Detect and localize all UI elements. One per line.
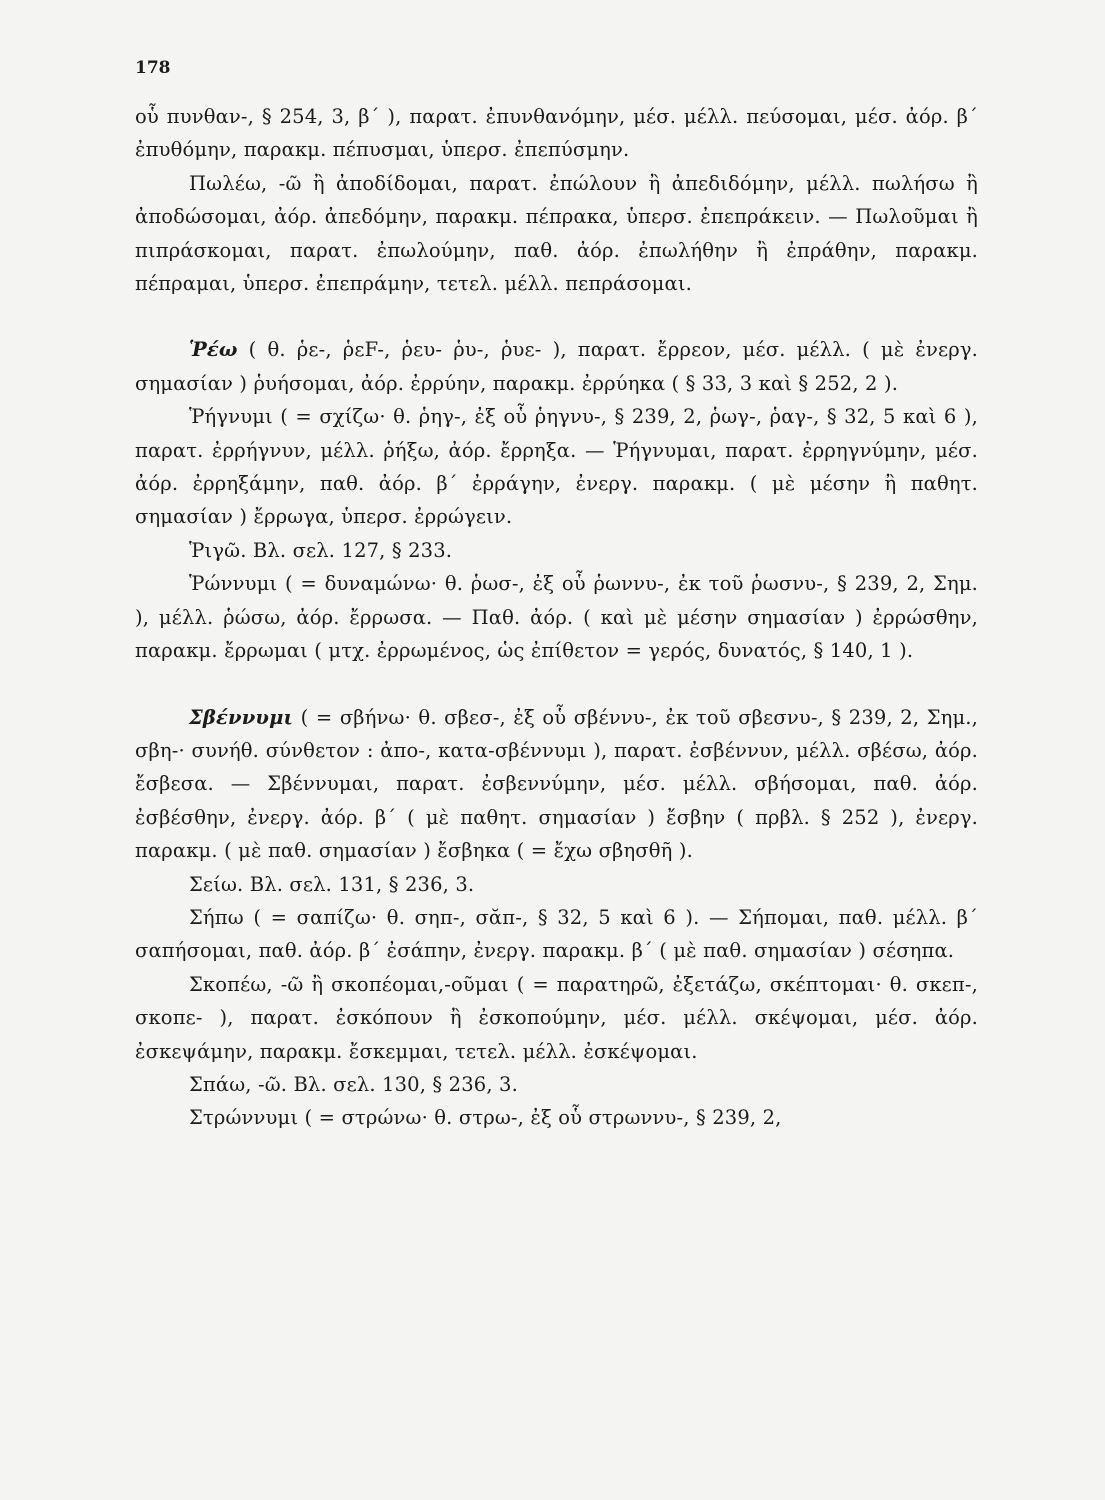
- entry-stronnymi: [135, 1101, 978, 1134]
- page-content: [135, 100, 978, 1135]
- entry-text: Σκοπέω, -ῶ ἢ σκοπέομαι,-οῦμαι ( = παρατηρῶ, ἐξετάζω, σκέπτομαι· θ. σκεπ-, σκοπε- ), παρατ. ἐσκόπουν ἢ ἐσκοπούμην, μέσ. μέλλ. σκέψομαι, μέσ. ἀόρ. ἐσκεψάμην, παρακμ. ἔσκεμμαι, τετελ. μέλλ. ἐσκέψομαι.: [135, 972, 978, 1063]
- entry-text: ( = σβήνω· θ. σβεσ-, ἐξ οὗ σβέννυ-, ἐκ τοῦ σβεσνυ-, § 239, 2, Σημ., σβη-· συνήθ. σύνθετον : ἀπο-, κατα-σβέννυμι ), παρατ. ἐσβέννυν, μέλλ. σβέσω, ἀόρ. ἔσβεσα. — Σβέννυμαι, παρατ. ἐσβεννύμην, μέσ. μέλλ. σβήσομαι, παθ. ἀόρ. ἐσβέσθην, ἐνεργ. ἀόρ. β΄ ( μὲ παθητ. σημασίαν ) ἔσβην ( πρβλ. § 252 ), ἐνεργ. παρακμ. ( μὲ παθ. σημασίαν ) ἔσβηκα ( = ἔχω σβησθῆ ).: [135, 705, 978, 863]
- entry-text: ( θ. ῥε-, ῥεF-, ῥευ- ῥυ-, ῥυε- ), παρατ. ἔρρεον, μέσ. μέλλ. ( μὲ ἐνεργ. σημασίαν ) ῥυήσομαι, ἀόρ. ἐρρύην, παρακμ. ἐρρύηκα ( § 33, 3 καὶ § 252, 2 ).: [135, 338, 978, 395]
- entry-headword: Σβέννυμι: [189, 705, 294, 729]
- entry-poleo: [135, 167, 978, 301]
- entry-text: Σείω. Βλ. σελ. 131, § 236, 3.: [189, 872, 475, 896]
- entry-text: Σήπω ( = σαπίζω· θ. σηπ-, σᾰπ-, § 32, 5 καὶ 6 ). — Σήπομαι, παθ. μέλλ. β΄ σαπήσομαι, παθ. ἀόρ. β΄ ἐσάπην, ἐνεργ. παρακμ. β΄ ( μὲ παθ. σημασίαν ) σέσηπα.: [135, 905, 978, 963]
- entry-text: Ῥώννυμι ( = δυναμώνω· θ. ῥωσ-, ἐξ οὗ ῥωννυ-, ἐκ τοῦ ῥωσνυ-, § 239, 2, Σημ. ), μέλλ. ῥώσω, ἀόρ. ἔρρωσα. — Παθ. ἀόρ. ( καὶ μὲ μέσην σημασίαν ) ἐρρώσθην, παρακμ. ἔρρωμαι ( μτχ. ἐρρωμένος, ὡς ἐπίθετον = γερός, δυνατός, § 140, 1 ).: [135, 572, 978, 663]
- entry-text: Ῥιγῶ. Βλ. σελ. 127, § 233.: [189, 538, 453, 562]
- entry-text: Στρώννυμι ( = στρώνω· θ. στρω-, ἐξ οὗ στρωννυ-, § 239, 2,: [189, 1106, 782, 1130]
- entry-seio: [135, 868, 978, 901]
- entry-text: οὗ πυνθαν-, § 254, 3, β΄ ), παρατ. ἐπυνθανόμην, μέσ. μέλλ. πεύσομαι, μέσ. ἀόρ. β΄ ἐπυθόμην, παρακμ. πέπυσμαι, ὑπερσ. ἐπεπύσμην.: [135, 105, 978, 162]
- entry-ronnymi: [135, 567, 978, 667]
- entry-continuation: [135, 100, 978, 167]
- page-number: 178: [135, 58, 171, 78]
- entry-sbennymi: [135, 701, 978, 868]
- entry-headword: Ῥέω: [189, 338, 238, 362]
- entry-rigo: [135, 534, 978, 567]
- entry-regnymi: [135, 400, 978, 534]
- entry-reo: [135, 333, 978, 400]
- entry-text: Πωλέω, -ῶ ἢ ἀποδίδομαι, παρατ. ἐπώλουν ἢ ἀπεδιδόμην, μέλλ. πωλήσω ἢ ἀποδώσομαι, ἀόρ. ἀπεδόμην, παρακμ. πέπρακα, ὑπερσ. ἐπεπράκειν. — Πωλοῦμαι ἢ πιπράσκομαι, παρατ. ἐπωλούμην, παθ. ἀόρ. ἐπωλήθην ἢ ἐπράθην, παρακμ. πέπραμαι, ὑπερσ. ἐπεπράμην, τετελ. μέλλ. πεπράσομαι.: [135, 171, 978, 296]
- entry-spao: [135, 1068, 978, 1101]
- entry-text: Ῥήγνυμι ( = σχίζω· θ. ῥηγ-, ἐξ οὗ ῥηγνυ-, § 239, 2, ῥωγ-, ῥαγ-, § 32, 5 καὶ 6 ), παρατ. ἐρρήγνυν, μέλλ. ῥήξω, ἀόρ. ἔρρηξα. — Ῥήγνυμαι, παρατ. ἐρρηγνύμην, μέσ. ἀόρ. ἐρρηξάμην, παθ. ἀόρ. β΄ ἐρράγην, ἐνεργ. παρακμ. ( μὲ μέσην ἢ παθητ. σημασίαν ) ἔρρωγα, ὑπερσ. ἐρρώγειν.: [135, 405, 978, 529]
- entry-sepo: [135, 901, 978, 968]
- entry-skopeo: [135, 968, 978, 1068]
- entry-text: Σπάω, -ῶ. Βλ. σελ. 130, § 236, 3.: [189, 1072, 518, 1096]
